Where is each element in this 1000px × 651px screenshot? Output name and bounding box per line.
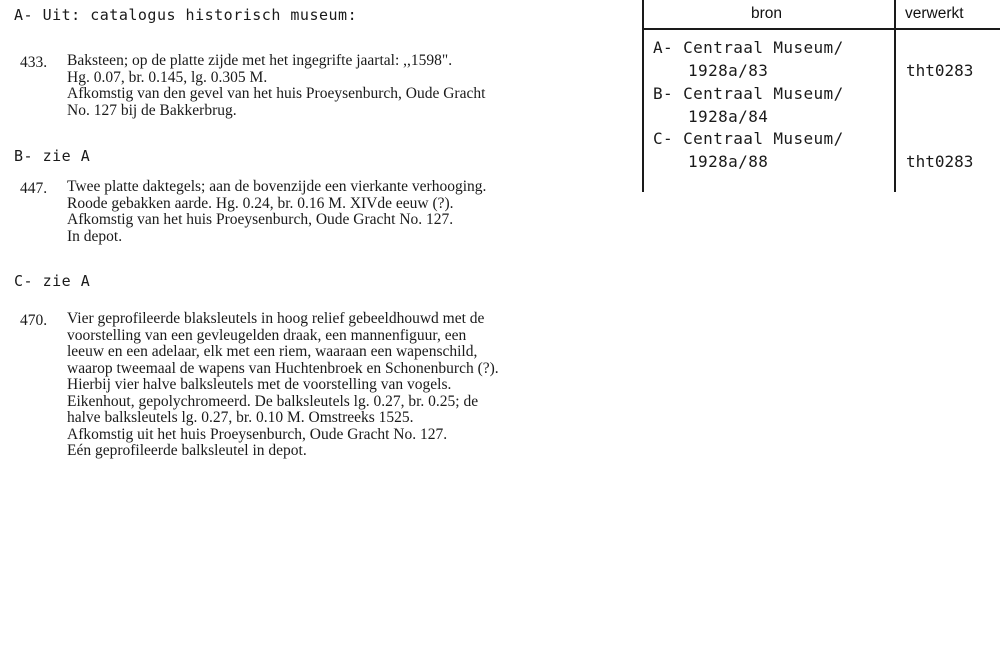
table-row-source: [653, 127, 844, 173]
entry-line: Afkomstig van het huis Proeysenburch, Oude Gracht No. 127.: [67, 211, 454, 228]
entry-line: In depot.: [67, 227, 123, 245]
table-header-rule: [642, 28, 1000, 30]
see-reference-b: B- zie A: [14, 147, 91, 165]
entry-line: halve balksleutels lg. 0.27, br. 0.10 M. Omstreeks 1525.: [67, 409, 414, 426]
entry-line: leeuw en een adelaar, elk met een riem, waaraan een wapenschild,: [67, 343, 478, 360]
entry-line: Baksteen; op de platte zijde met het ingegrifte jaartal: ,,1598".: [67, 52, 453, 69]
entry-line: Twee platte daktegels; aan de bovenzijde een vierkante verhooging.: [67, 178, 487, 195]
source-line: A- Centraal Museum/: [653, 38, 844, 57]
entry-line: Afkomstig van den gevel van het huis Proeysenburch, Oude Gracht: [67, 85, 486, 102]
entry-number: 470.: [20, 312, 48, 329]
entry-line: No. 127 bij de Bakkerbrug.: [67, 101, 237, 119]
section-heading-a: A- Uit: catalogus historisch museum:: [14, 6, 358, 24]
entry-number: 447.: [20, 180, 48, 197]
entry-line: Hg. 0.07, br. 0.145, lg. 0.305 M.: [67, 68, 268, 86]
entry-line: Eikenhout, gepolychromeerd. De balksleutels lg. 0.27, br. 0.25; de: [67, 392, 479, 410]
source-line: 1928a/83: [688, 61, 769, 80]
see-reference-c: C- zie A: [14, 272, 91, 290]
entry-line: Hierbij vier halve balksleutels met de voorstelling van vogels.: [67, 376, 452, 393]
source-line: B- Centraal Museum/: [653, 84, 844, 103]
entry-line: Afkomstig uit het huis Proeysenburch, Oude Gracht No. 127.: [67, 425, 448, 443]
entry-line: Roode gebakken aarde. Hg. 0.24, br. 0.16 M. XIVde eeuw (?).: [67, 194, 454, 212]
table-row-processed: tht0283: [906, 61, 974, 80]
entry-line: Eén geprofileerde balksleutel in depot.: [67, 442, 307, 459]
table-header-verwerkt: verwerkt: [905, 5, 964, 22]
entry-line: Vier geprofileerde blaksleutels in hoog relief gebeeldhouwd met de: [67, 310, 485, 327]
entry-body: [67, 53, 485, 119]
table-row-processed: tht0283: [906, 152, 974, 171]
table-row-source: [653, 82, 844, 128]
entry-body: [67, 179, 486, 245]
table-header-bron: bron: [751, 5, 783, 22]
source-line: C- Centraal Museum/: [653, 129, 844, 148]
table-row-source: [653, 36, 844, 82]
source-line: 1928a/84: [688, 107, 769, 126]
source-line: 1928a/88: [688, 152, 769, 171]
entry-body: [67, 311, 499, 460]
entry-number: 433.: [20, 54, 48, 71]
entry-line: voorstelling van een gevleugelden draak, een mannenfiguur, een: [67, 326, 467, 344]
entry-line: waarop tweemaal de wapens van Huchtenbroek en Schonenburch (?).: [67, 359, 499, 377]
